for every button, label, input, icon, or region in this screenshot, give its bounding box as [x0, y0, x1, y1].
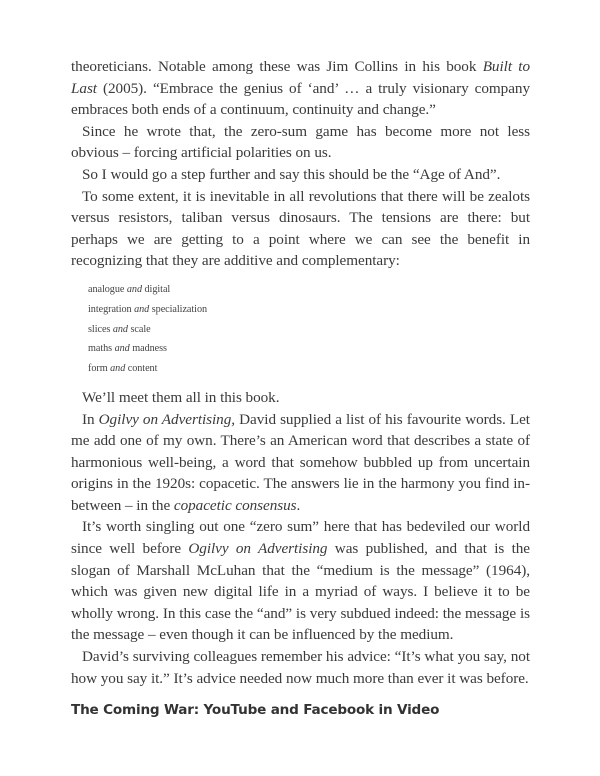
section-heading: The Coming War: YouTube and Facebook in Video — [71, 702, 440, 719]
paragraph: In Ogilvy on Advertising, David supplied a list of his favourite words. Let me add one of my own. There’s an American word that describes a state of harmonious well-being, a word that somehow bubbled up from uncertain origins in the 1920s: copacetic. The answers lie in the harmony you find in-between – in the copacetic consensus. — [71, 410, 530, 514]
book-title: Ogilvy on Advertising — [188, 540, 328, 558]
paragraph: It’s worth singling out one “zero sum” here that has bedeviled our world since well before Ogilvy on Advertising was published, and that is the slogan of Marshall McLuhan that the “medium is the message” (1964), which was given new digital life in a myriad of ways. I believe it to be wholly wrong. In this case the “and” is very subdued indeed: the message is the message – even though it can be influenced by the medium. — [71, 518, 530, 644]
paragraph: To some extent, it is inevitable in all revolutions that there will be zealots versus resistors, taliban versus dinosaurs. The tensions are there: but perhaps we are getting to a point where we can see the benefit in recognizing that they are additive and complementary: — [71, 187, 530, 270]
document-page — [71, 56, 530, 722]
list-item: maths and madness — [88, 343, 167, 355]
paragraph: David’s surviving colleagues remember his advice: “It’s what you say, not how you say it.” It’s advice needed now much more than ever it was before. — [71, 648, 530, 687]
list-item: form and content — [88, 363, 158, 375]
book-title: Built to Last — [71, 58, 530, 97]
book-title: Ogilvy on Advertising, — [98, 410, 236, 428]
and-list — [88, 280, 530, 379]
paragraph: theoreticians. Notable among these was Jim Collins in his book Built to Last (2005). “Embrace the genius of ‘and’ … a truly visionary company embraces both ends of a continuum, continuity and change.” — [71, 58, 530, 119]
list-item: slices and scale — [88, 323, 151, 335]
paragraph: Since he wrote that, the zero-sum game has become more not less obvious – forcing artificial polarities on us. — [71, 122, 530, 162]
list-item: integration and specialization — [88, 303, 208, 315]
list-item: analogue and digital — [88, 283, 171, 295]
paragraph: We’ll meet them all in this book. — [82, 388, 280, 406]
paragraph: So I would go a step further and say this should be the “Age of And”. — [82, 165, 501, 183]
